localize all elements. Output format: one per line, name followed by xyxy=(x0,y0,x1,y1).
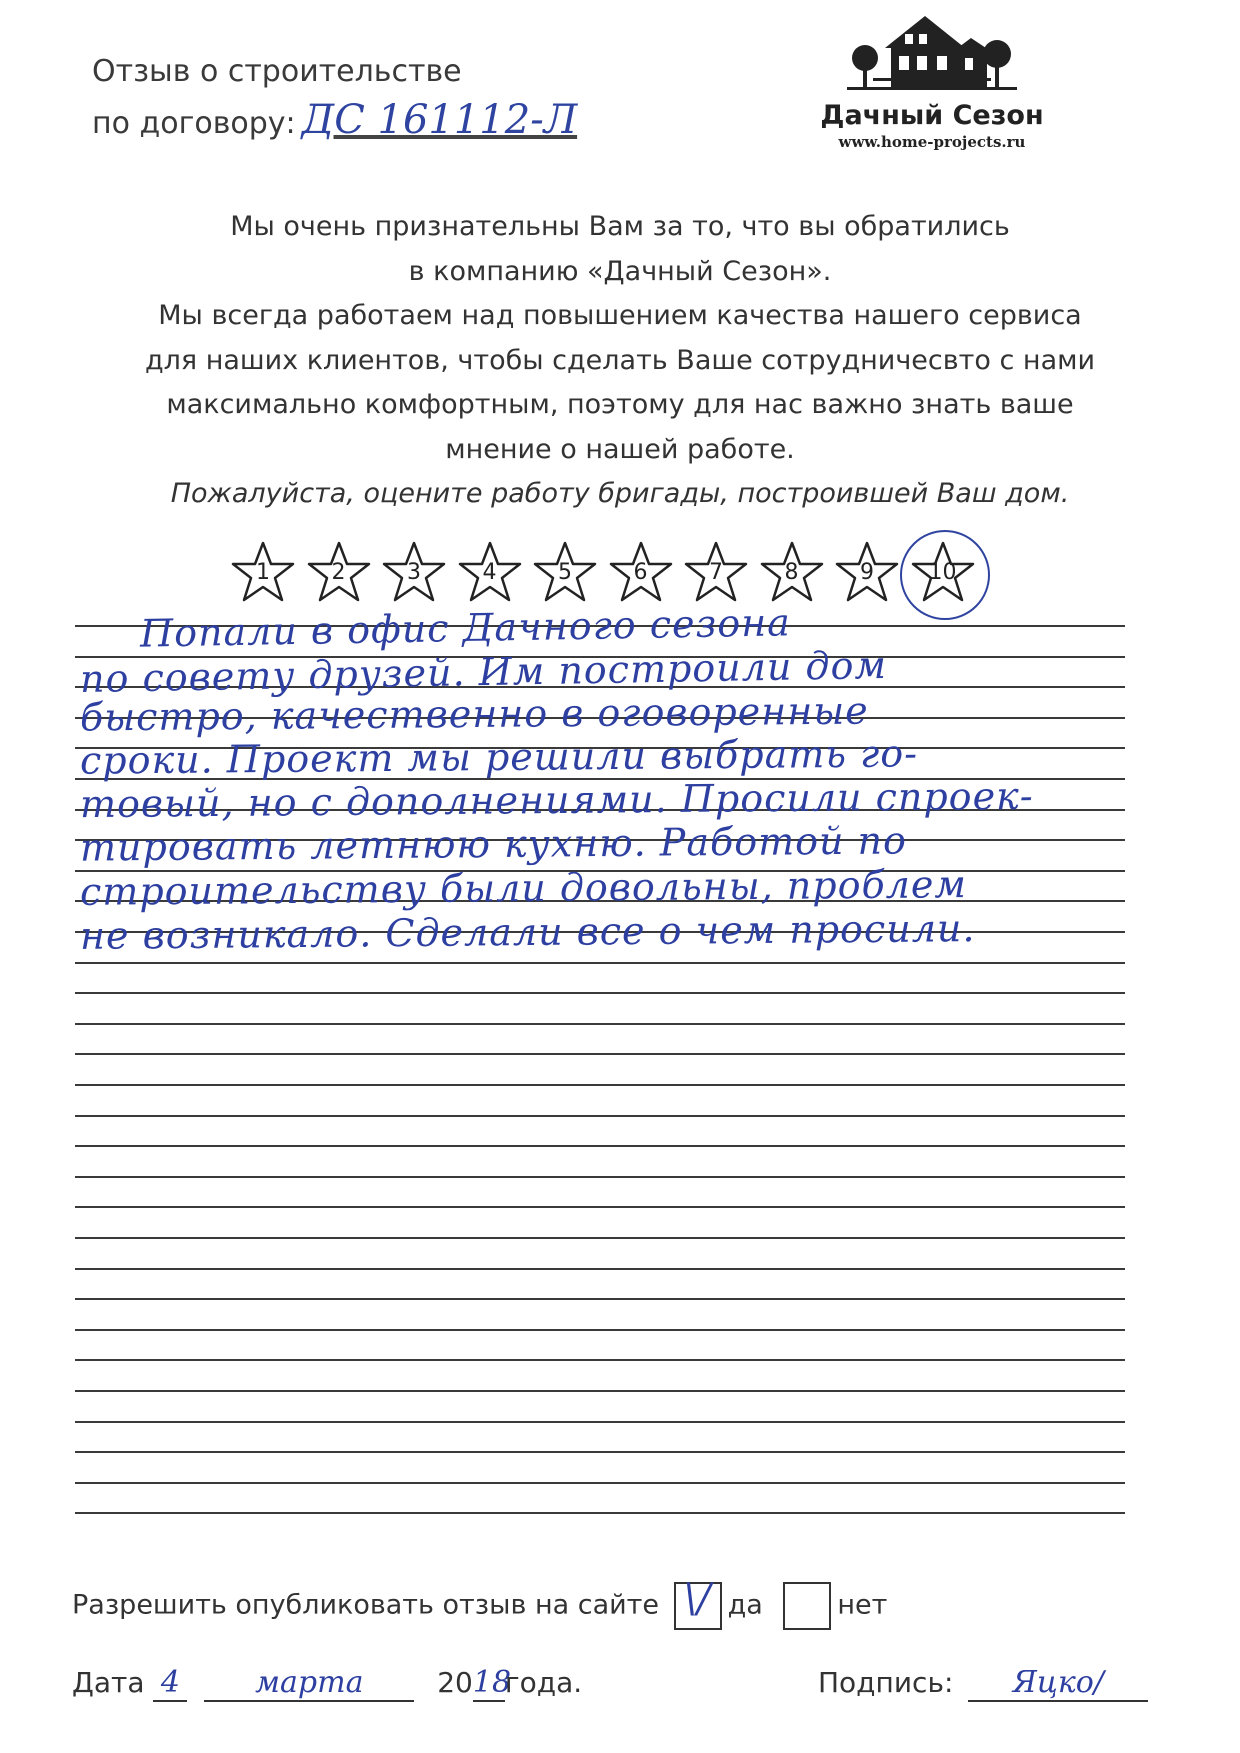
intro-line: максимально комфортным, поэтому для нас важно знать ваше xyxy=(166,389,1074,420)
rating-star-8[interactable] xyxy=(759,540,825,606)
ruled-line xyxy=(75,1298,1125,1300)
ruled-line xyxy=(75,1421,1125,1423)
publish-yes-label: да xyxy=(727,1589,763,1621)
ruled-line xyxy=(75,1145,1125,1147)
intro-line: для наших клиентов, чтобы сделать Ваше сотрудничесвто с нами xyxy=(144,344,1096,376)
ruled-line xyxy=(75,1023,1125,1025)
ruled-line xyxy=(75,1237,1125,1239)
year-label: года. xyxy=(504,1666,583,1699)
rating-star-7[interactable] xyxy=(683,540,749,606)
date-label: Дата xyxy=(72,1666,145,1699)
ruled-line xyxy=(75,1084,1125,1086)
signature-label: Подпись: xyxy=(818,1666,954,1699)
star-number: 8 xyxy=(784,560,799,585)
intro-line: мнение о нашей работе. xyxy=(445,433,795,465)
date-row xyxy=(72,1665,582,1702)
star-number: 9 xyxy=(860,560,874,585)
date-year-field[interactable]: 18 xyxy=(472,1665,512,1700)
ruled-line xyxy=(75,1268,1125,1270)
review-line: быстро, качественно в оговоренные xyxy=(79,688,869,740)
star-number: 4 xyxy=(482,560,497,585)
star-number: 3 xyxy=(407,560,421,585)
review-line: Попали в офис Дачного сезона xyxy=(139,600,792,656)
signature-row xyxy=(818,1665,1148,1702)
review-line: товый, но с дополнениями. Просили спроек- xyxy=(79,773,1034,827)
rating-star-1[interactable] xyxy=(230,540,296,606)
ruled-line xyxy=(75,1390,1125,1392)
ruled-line xyxy=(75,1451,1125,1453)
form-title: Отзыв о строительстве xyxy=(92,54,462,89)
publish-no-checkbox[interactable] xyxy=(783,1582,831,1630)
review-line: по совету друзей. Им построили дом xyxy=(79,642,888,702)
star-number: 7 xyxy=(709,560,723,585)
signature-field[interactable]: Яцко/ xyxy=(968,1665,1148,1702)
star-number: 2 xyxy=(331,560,346,585)
intro-text xyxy=(110,205,1130,517)
publish-permission-row xyxy=(72,1576,888,1630)
ruled-line xyxy=(75,1115,1125,1117)
ruled-line xyxy=(75,1359,1125,1361)
year-prefix: 20 xyxy=(437,1666,473,1699)
ruled-line xyxy=(75,1329,1125,1331)
ruled-line xyxy=(75,1206,1125,1208)
ruled-line xyxy=(75,992,1125,994)
rating-star-2[interactable] xyxy=(306,540,372,606)
intro-line: в компанию «Дачный Сезон». xyxy=(408,255,832,287)
star-number: 5 xyxy=(558,560,572,585)
contract-row xyxy=(92,96,577,148)
company-logo xyxy=(812,10,1052,160)
publish-yes-checkbox[interactable] xyxy=(674,1576,722,1630)
date-month-field[interactable]: марта xyxy=(204,1665,414,1702)
intro-line: Мы всегда работаем над повышением качества нашего сервиса xyxy=(158,300,1082,331)
ruled-line xyxy=(75,962,1125,964)
date-day-field[interactable]: 4 xyxy=(153,1665,187,1702)
review-line: сроки. Проект мы решили выбрать го- xyxy=(79,731,919,783)
intro-line: Мы очень признательны Вам за то, что вы обратились xyxy=(230,211,1010,242)
logo-url: www.home-projects.ru xyxy=(838,133,1026,151)
ruled-line xyxy=(75,1053,1125,1055)
star-number: 10 xyxy=(928,560,957,585)
form-header xyxy=(92,48,577,148)
ruled-line xyxy=(75,1512,1125,1514)
rating-stars xyxy=(230,540,1010,610)
rating-star-9[interactable] xyxy=(834,540,900,606)
rating-instruction: Пожалуйста, оцените работу бригады, построившей Ваш дом. xyxy=(170,478,1070,509)
contract-label: по договору: xyxy=(92,106,296,141)
rating-star-3[interactable] xyxy=(381,540,447,606)
star-number: 1 xyxy=(256,560,270,585)
ruled-line xyxy=(75,1482,1125,1484)
contract-number: ДС 161112-Л xyxy=(301,97,578,143)
star-number: 6 xyxy=(633,560,648,585)
rating-star-6[interactable] xyxy=(608,540,674,606)
rating-star-10[interactable] xyxy=(910,540,976,606)
review-line: строительству были довольны, проблем xyxy=(79,862,968,914)
review-line: не возникало. Сделали все о чем просили. xyxy=(79,906,976,958)
selected-rating-circle xyxy=(900,530,990,620)
rating-star-4[interactable] xyxy=(457,540,523,606)
rating-star-5[interactable] xyxy=(532,540,598,606)
ruled-line xyxy=(75,1176,1125,1178)
logo-name: Дачный Сезон xyxy=(820,100,1044,131)
checkmark-icon: \/ xyxy=(683,1576,711,1622)
publish-label: Разрешить опубликовать отзыв на сайте xyxy=(72,1589,659,1621)
house-logo-icon xyxy=(847,10,1017,92)
publish-no-label: нет xyxy=(837,1589,888,1621)
review-line: тировать летнюю кухню. Работой по xyxy=(79,818,908,870)
